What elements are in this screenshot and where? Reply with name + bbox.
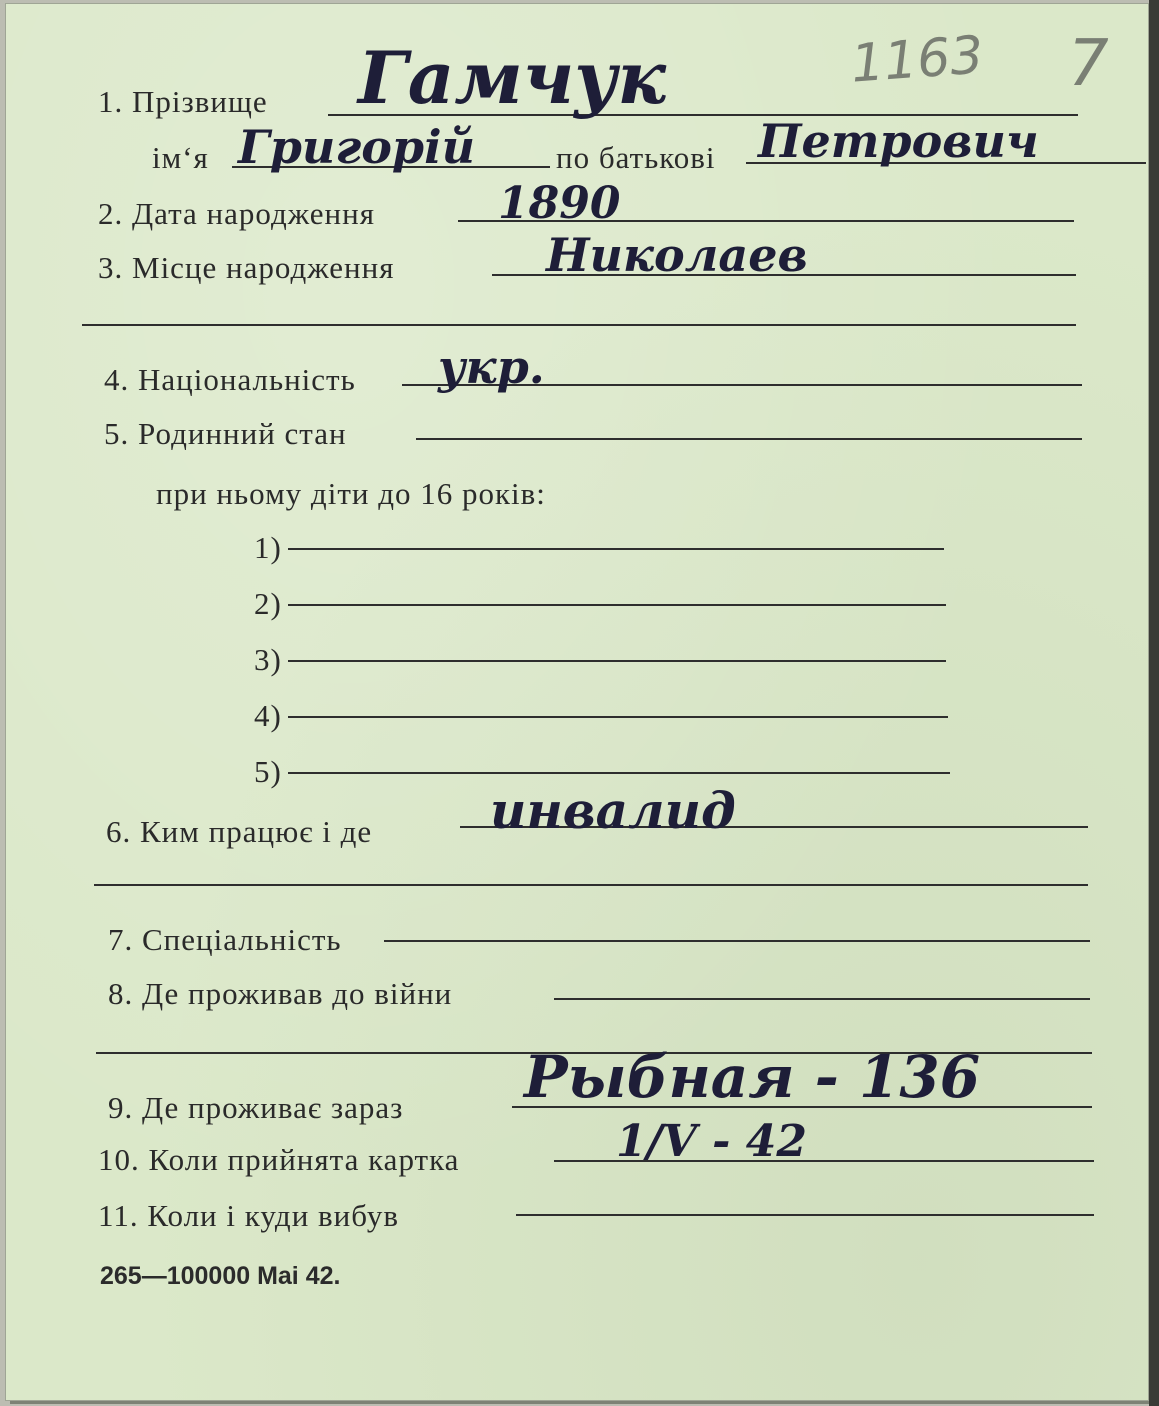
patronymic-label: по батькові bbox=[556, 140, 716, 175]
nationality-label: 4. Національність bbox=[104, 362, 356, 397]
nationality-value: укр. bbox=[438, 340, 545, 394]
child-4-line bbox=[288, 716, 948, 718]
card-accepted-value: 1/V - 42 bbox=[616, 1116, 807, 1167]
registration-card bbox=[6, 4, 1148, 1400]
prewar-residence-line bbox=[554, 998, 1090, 1000]
child-5-line bbox=[288, 772, 950, 774]
birth-place-label: 3. Місце народження bbox=[98, 250, 395, 285]
specialty-line bbox=[384, 940, 1090, 942]
card-accepted-label: 10. Коли прийнята картка bbox=[98, 1142, 460, 1177]
occupation-continuation-line bbox=[94, 884, 1088, 886]
departure-label: 11. Коли і куди вибув bbox=[98, 1198, 399, 1233]
occupation-label: 6. Ким працює і де bbox=[106, 814, 373, 849]
first-name-value: Григорій bbox=[238, 120, 476, 174]
prewar-residence-label: 8. Де проживав до війни bbox=[108, 976, 453, 1011]
departure-line bbox=[516, 1214, 1094, 1216]
surname-label: 1. Прізвище bbox=[98, 84, 268, 119]
occupation-value: инвалид bbox=[490, 781, 736, 840]
child-3-label: 3) bbox=[254, 642, 282, 677]
child-1-line bbox=[288, 548, 944, 550]
patronymic-value: Петрович bbox=[758, 114, 1039, 168]
marital-status-label: 5. Родинний стан bbox=[104, 416, 347, 451]
first-name-label: ім‘я bbox=[152, 140, 209, 175]
archive-number-pencil: 1163 bbox=[849, 25, 986, 95]
child-4-label: 4) bbox=[254, 698, 282, 733]
scan-edge bbox=[1149, 0, 1159, 1406]
child-2-line bbox=[288, 604, 946, 606]
specialty-label: 7. Спеціальність bbox=[108, 922, 342, 957]
birth-place-continuation-line bbox=[82, 324, 1076, 326]
child-5-label: 5) bbox=[254, 754, 282, 789]
birth-date-label: 2. Дата народження bbox=[98, 196, 375, 231]
current-residence-label: 9. Де проживає зараз bbox=[108, 1090, 404, 1125]
surname-value: Гамчук bbox=[358, 35, 667, 120]
sheet-number-pencil: 7 bbox=[1068, 27, 1109, 101]
marital-status-line bbox=[416, 438, 1082, 440]
current-residence-value: Рыбная - 136 bbox=[524, 1043, 981, 1111]
print-info: 265—100000 Mai 42. bbox=[100, 1262, 341, 1290]
child-1-label: 1) bbox=[254, 530, 282, 565]
birth-date-value: 1890 bbox=[498, 178, 621, 229]
children-label: при ньому діти до 16 років: bbox=[156, 476, 546, 511]
child-3-line bbox=[288, 660, 946, 662]
birth-place-value: Николаев bbox=[546, 228, 808, 282]
child-2-label: 2) bbox=[254, 586, 282, 621]
